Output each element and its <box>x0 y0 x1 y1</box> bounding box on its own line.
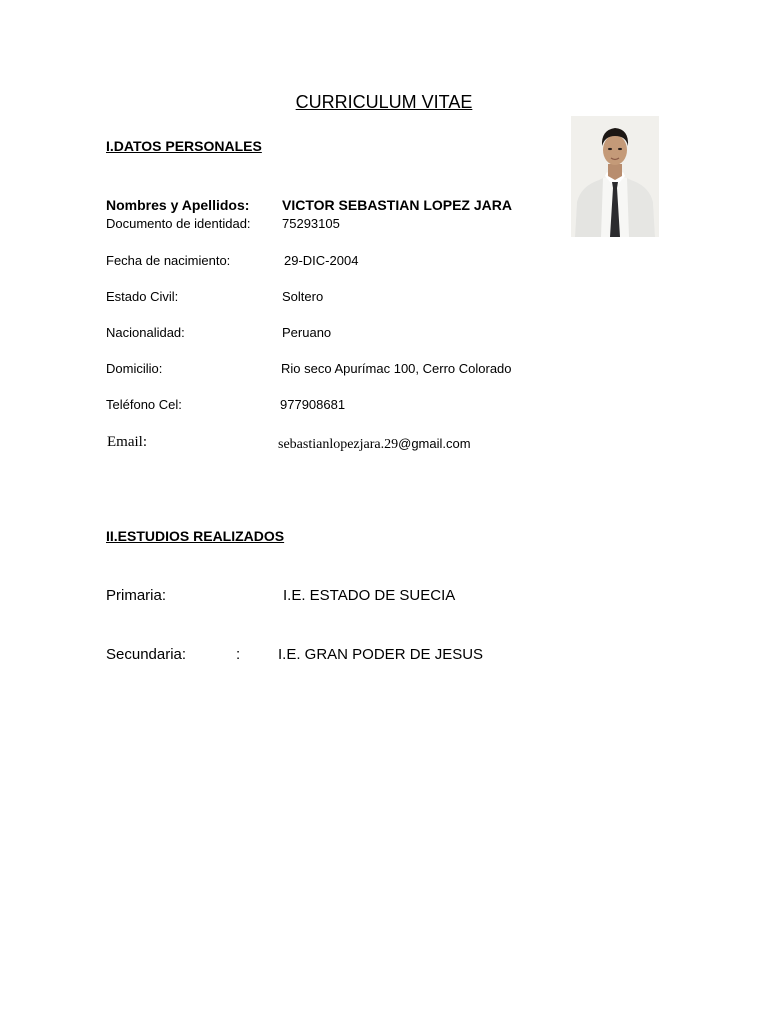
primary-label: Primaria: <box>106 587 167 604</box>
birth-value: 29-DIC-2004 <box>284 253 359 268</box>
address-value: Rio seco Apurímac 100, Cerro Colorado <box>281 361 512 376</box>
phone-value: 977908681 <box>280 397 346 412</box>
primary-value: I.E. ESTADO DE SUECIA <box>283 587 456 604</box>
nationality-value: Peruano <box>282 325 332 340</box>
id-label: Documento de identidad: <box>106 216 251 231</box>
nationality-label: Nacionalidad: <box>106 325 185 340</box>
secondary-value: I.E. GRAN PODER DE JESUS <box>278 646 484 663</box>
secondary-colon: : <box>236 646 241 663</box>
studies-heading: II.ESTUDIOS REALIZADOS <box>106 528 285 544</box>
profile-photo <box>571 116 659 237</box>
secondary-label: Secundaria: <box>106 646 187 663</box>
civil-status-label: Estado Civil: <box>106 289 179 304</box>
name-label: Nombres y Apellidos: <box>106 197 250 213</box>
personal-data-heading: I.DATOS PERSONALES <box>106 138 262 154</box>
email-label: Email: <box>107 434 147 450</box>
civil-status-value: Soltero <box>282 289 324 304</box>
id-value: 75293105 <box>282 216 340 231</box>
email-value[interactable] <box>278 435 471 453</box>
email-domain: @gmail.com <box>398 436 471 451</box>
address-label: Domicilio: <box>106 361 163 376</box>
name-value: VICTOR SEBASTIAN LOPEZ JARA <box>282 197 512 213</box>
document-title: CURRICULUM VITAE <box>295 92 473 112</box>
birth-label: Fecha de nacimiento: <box>106 253 231 268</box>
email-user: sebastianlopezjara.29 <box>278 437 399 452</box>
phone-label: Teléfono Cel: <box>106 397 182 412</box>
